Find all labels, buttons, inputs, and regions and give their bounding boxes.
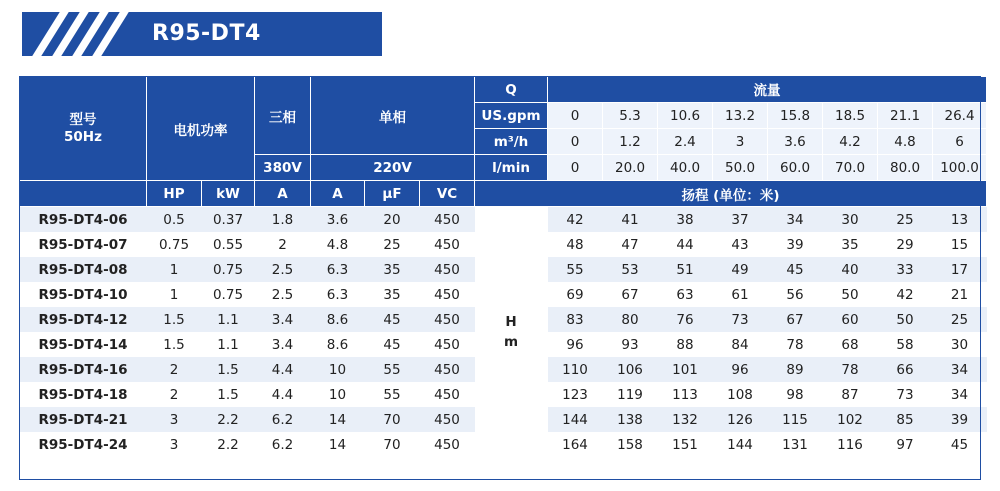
model-cell: R95-DT4-14 <box>20 332 147 357</box>
flow-m3h-value: 4.2 <box>823 129 878 155</box>
head-value-cell: 45 <box>768 257 823 282</box>
head-value-cell: 102 <box>823 407 878 432</box>
head-value-cell: 115 <box>768 407 823 432</box>
table-row <box>20 207 1000 233</box>
head-value-cell: 44 <box>658 232 713 257</box>
three-phase-amp-cell: 2 <box>255 232 311 257</box>
flow-lmin-value: 100.0 <box>933 155 987 181</box>
model-subheader-spacer <box>20 181 147 207</box>
single-phase-header: 单相 <box>311 77 475 155</box>
three-phase-amp-cell: 6.2 <box>255 407 311 432</box>
head-value-cell: 35 <box>823 232 878 257</box>
hp-cell: 1.5 <box>147 307 202 332</box>
head-value-cell: 144 <box>713 432 768 457</box>
flow-lmin-value: 50.0 <box>713 155 768 181</box>
head-value-cell: 56 <box>768 282 823 307</box>
three-phase-amp-cell: 1.8 <box>255 207 311 233</box>
flow-usgpm-value: 15.8 <box>768 103 823 129</box>
capacitor-voltage-cell: 450 <box>420 232 475 257</box>
head-value-cell: 37 <box>713 207 768 233</box>
head-value-cell: 87 <box>823 382 878 407</box>
head-value-cell: 51 <box>658 257 713 282</box>
single-phase-amp-cell: 14 <box>311 432 365 457</box>
flow-usgpm-value: 5.3 <box>603 103 658 129</box>
hp-header: HP <box>147 181 202 207</box>
flow-usgpm-value: 21.1 <box>878 103 933 129</box>
capacitor-voltage-header: VC <box>420 181 475 207</box>
three-phase-amp-cell: 2.5 <box>255 257 311 282</box>
head-value-cell: 151 <box>658 432 713 457</box>
capacitor-voltage-cell: 450 <box>420 207 475 233</box>
flow-m3h-value: 3.6 <box>768 129 823 155</box>
voltage-380-label: 380V <box>255 155 311 181</box>
head-value-cell: 132 <box>658 407 713 432</box>
frequency-label: 50Hz <box>64 128 102 145</box>
pump-spec-table <box>19 76 1000 457</box>
motor-power-header: 电机功率 <box>147 77 255 181</box>
head-value-cell: 45 <box>933 432 987 457</box>
head-value-cell: 42 <box>878 282 933 307</box>
single-phase-amp-cell: 10 <box>311 382 365 407</box>
head-value-cell: 164 <box>548 432 603 457</box>
capacitor-voltage-cell: 450 <box>420 432 475 457</box>
hp-cell: 1.5 <box>147 332 202 357</box>
kw-cell: 0.75 <box>202 282 255 307</box>
lmin-label: l/min <box>475 155 548 181</box>
capacitor-voltage-cell: 450 <box>420 357 475 382</box>
head-value-cell: 73 <box>878 382 933 407</box>
head-value-cell: 42 <box>548 207 603 233</box>
head-value-cell: 47 <box>603 232 658 257</box>
head-value-cell: 66 <box>878 357 933 382</box>
head-value-cell: 119 <box>603 382 658 407</box>
head-value-cell: 38 <box>658 207 713 233</box>
single-phase-amp-cell: 6.3 <box>311 257 365 282</box>
head-value-cell: 67 <box>768 307 823 332</box>
head-value-cell: 97 <box>878 432 933 457</box>
single-phase-amp-cell: 8.6 <box>311 332 365 357</box>
capacitor-voltage-cell: 450 <box>420 407 475 432</box>
model-cell: R95-DT4-21 <box>20 407 147 432</box>
kw-header: kW <box>202 181 255 207</box>
head-value-cell: 55 <box>548 257 603 282</box>
head-value-cell: 33 <box>878 257 933 282</box>
model-cell: R95-DT4-16 <box>20 357 147 382</box>
head-value-cell: 144 <box>548 407 603 432</box>
head-value-cell: 93 <box>603 332 658 357</box>
flow-usgpm-value: 18.5 <box>823 103 878 129</box>
head-value-cell: 63 <box>658 282 713 307</box>
capacitance-cell: 35 <box>365 257 420 282</box>
flow-usgpm-value: 26.4 <box>933 103 987 129</box>
kw-cell: 2.2 <box>202 432 255 457</box>
single-phase-amp-cell: 3.6 <box>311 207 365 233</box>
three-phase-header: 三相 <box>255 77 311 155</box>
model-cell: R95-DT4-12 <box>20 307 147 332</box>
capacitance-header: μF <box>365 181 420 207</box>
single-phase-amp-cell: 4.8 <box>311 232 365 257</box>
model-cell: R95-DT4-06 <box>20 207 147 233</box>
head-value-cell: 96 <box>713 357 768 382</box>
head-value-cell: 96 <box>548 332 603 357</box>
head-value-cell: 60 <box>823 307 878 332</box>
head-value-cell: 50 <box>823 282 878 307</box>
flow-m3h-value: 6 <box>933 129 987 155</box>
head-value-cell: 41 <box>603 207 658 233</box>
model-cell: R95-DT4-24 <box>20 432 147 457</box>
capacitance-cell: 35 <box>365 282 420 307</box>
head-header: 扬程 (单位：米) <box>475 181 987 207</box>
flow-header: 流量 <box>548 77 987 103</box>
capacitance-cell: 20 <box>365 207 420 233</box>
head-value-cell: 43 <box>713 232 768 257</box>
head-value-cell: 138 <box>603 407 658 432</box>
head-value-cell: 39 <box>933 407 987 432</box>
head-value-cell: 110 <box>548 357 603 382</box>
head-value-cell: 106 <box>603 357 658 382</box>
single-phase-amp-cell: 6.3 <box>311 282 365 307</box>
head-value-cell: 53 <box>603 257 658 282</box>
hp-cell: 3 <box>147 407 202 432</box>
capacitor-voltage-cell: 450 <box>420 332 475 357</box>
head-value-cell: 85 <box>878 407 933 432</box>
flow-lmin-value: 70.0 <box>823 155 878 181</box>
kw-cell: 1.5 <box>202 382 255 407</box>
head-value-cell: 29 <box>878 232 933 257</box>
capacitor-voltage-cell: 450 <box>420 307 475 332</box>
kw-cell: 1.1 <box>202 332 255 357</box>
capacitance-cell: 25 <box>365 232 420 257</box>
hp-cell: 3 <box>147 432 202 457</box>
head-unit-label <box>475 207 548 458</box>
head-value-cell: 116 <box>823 432 878 457</box>
flow-m3h-value: 1.2 <box>603 129 658 155</box>
head-value-cell: 131 <box>768 432 823 457</box>
capacitor-voltage-cell: 450 <box>420 382 475 407</box>
hp-cell: 2 <box>147 382 202 407</box>
model-cell: R95-DT4-10 <box>20 282 147 307</box>
kw-cell: 0.75 <box>202 257 255 282</box>
three-phase-amp-cell: 6.2 <box>255 432 311 457</box>
head-unit-m: m <box>503 334 519 350</box>
hp-cell: 0.75 <box>147 232 202 257</box>
head-value-cell: 101 <box>658 357 713 382</box>
model-cell: R95-DT4-18 <box>20 382 147 407</box>
flow-lmin-value: 60.0 <box>768 155 823 181</box>
three-phase-amp-cell: 2.5 <box>255 282 311 307</box>
hp-cell: 1 <box>147 282 202 307</box>
head-value-cell: 58 <box>878 332 933 357</box>
title-banner <box>22 12 382 56</box>
head-value-cell: 68 <box>823 332 878 357</box>
head-value-cell: 158 <box>603 432 658 457</box>
head-value-cell: 30 <box>933 332 987 357</box>
capacitance-cell: 55 <box>365 382 420 407</box>
head-value-cell: 61 <box>713 282 768 307</box>
model-header <box>20 77 147 181</box>
head-value-cell: 34 <box>768 207 823 233</box>
head-value-cell: 15 <box>933 232 987 257</box>
kw-cell: 1.1 <box>202 307 255 332</box>
single-phase-amp-header: A <box>311 181 365 207</box>
head-unit-h: H <box>505 314 517 330</box>
head-value-cell: 69 <box>548 282 603 307</box>
head-value-cell: 67 <box>603 282 658 307</box>
head-value-cell: 84 <box>713 332 768 357</box>
three-phase-amp-cell: 4.4 <box>255 357 311 382</box>
flow-usgpm-value: 10.6 <box>658 103 713 129</box>
hp-cell: 0.5 <box>147 207 202 233</box>
head-value-cell: 78 <box>823 357 878 382</box>
head-value-cell: 88 <box>658 332 713 357</box>
flow-usgpm-value: 0 <box>548 103 603 129</box>
single-phase-amp-cell: 8.6 <box>311 307 365 332</box>
three-phase-amp-cell: 3.4 <box>255 307 311 332</box>
flow-lmin-value: 20.0 <box>603 155 658 181</box>
head-value-cell: 113 <box>658 382 713 407</box>
kw-cell: 0.55 <box>202 232 255 257</box>
single-phase-amp-cell: 14 <box>311 407 365 432</box>
flow-m3h-value: 3 <box>713 129 768 155</box>
head-value-cell: 50 <box>878 307 933 332</box>
kw-cell: 1.5 <box>202 357 255 382</box>
head-value-cell: 25 <box>878 207 933 233</box>
head-value-cell: 80 <box>603 307 658 332</box>
three-phase-amp-cell: 4.4 <box>255 382 311 407</box>
capacitance-cell: 70 <box>365 432 420 457</box>
flow-m3h-value: 0 <box>548 129 603 155</box>
head-value-cell: 126 <box>713 407 768 432</box>
model-cell: R95-DT4-08 <box>20 257 147 282</box>
single-phase-amp-cell: 10 <box>311 357 365 382</box>
flow-m3h-value: 4.8 <box>878 129 933 155</box>
head-value-cell: 89 <box>768 357 823 382</box>
head-value-cell: 108 <box>713 382 768 407</box>
head-value-cell: 76 <box>658 307 713 332</box>
head-value-cell: 39 <box>768 232 823 257</box>
head-value-cell: 25 <box>933 307 987 332</box>
flow-m3h-value: 2.4 <box>658 129 713 155</box>
voltage-220-label: 220V <box>311 155 475 181</box>
three-phase-amp-header: A <box>255 181 311 207</box>
hp-cell: 2 <box>147 357 202 382</box>
head-value-cell: 123 <box>548 382 603 407</box>
capacitance-cell: 55 <box>365 357 420 382</box>
flow-lmin-value: 0 <box>548 155 603 181</box>
kw-cell: 2.2 <box>202 407 255 432</box>
capacitance-cell: 45 <box>365 307 420 332</box>
capacitance-cell: 45 <box>365 332 420 357</box>
capacitance-cell: 70 <box>365 407 420 432</box>
head-value-cell: 34 <box>933 357 987 382</box>
head-value-cell: 17 <box>933 257 987 282</box>
head-value-cell: 13 <box>933 207 987 233</box>
capacitor-voltage-cell: 450 <box>420 282 475 307</box>
kw-cell: 0.37 <box>202 207 255 233</box>
capacitor-voltage-cell: 450 <box>420 257 475 282</box>
head-value-cell: 34 <box>933 382 987 407</box>
flow-usgpm-value: 13.2 <box>713 103 768 129</box>
model-header-label: 型号 <box>69 111 97 128</box>
head-value-cell: 78 <box>768 332 823 357</box>
three-phase-amp-cell: 3.4 <box>255 332 311 357</box>
head-value-cell: 49 <box>713 257 768 282</box>
m3h-label: m³/h <box>475 129 548 155</box>
flow-lmin-value: 80.0 <box>878 155 933 181</box>
head-value-cell: 21 <box>933 282 987 307</box>
page-title: R95-DT4 <box>152 21 261 46</box>
hp-cell: 1 <box>147 257 202 282</box>
usgpm-label: US.gpm <box>475 103 548 129</box>
flow-lmin-value: 40.0 <box>658 155 713 181</box>
model-cell: R95-DT4-07 <box>20 232 147 257</box>
head-value-cell: 48 <box>548 232 603 257</box>
head-value-cell: 30 <box>823 207 878 233</box>
head-value-cell: 73 <box>713 307 768 332</box>
head-value-cell: 98 <box>768 382 823 407</box>
q-header: Q <box>475 77 548 103</box>
head-value-cell: 40 <box>823 257 878 282</box>
head-value-cell: 83 <box>548 307 603 332</box>
